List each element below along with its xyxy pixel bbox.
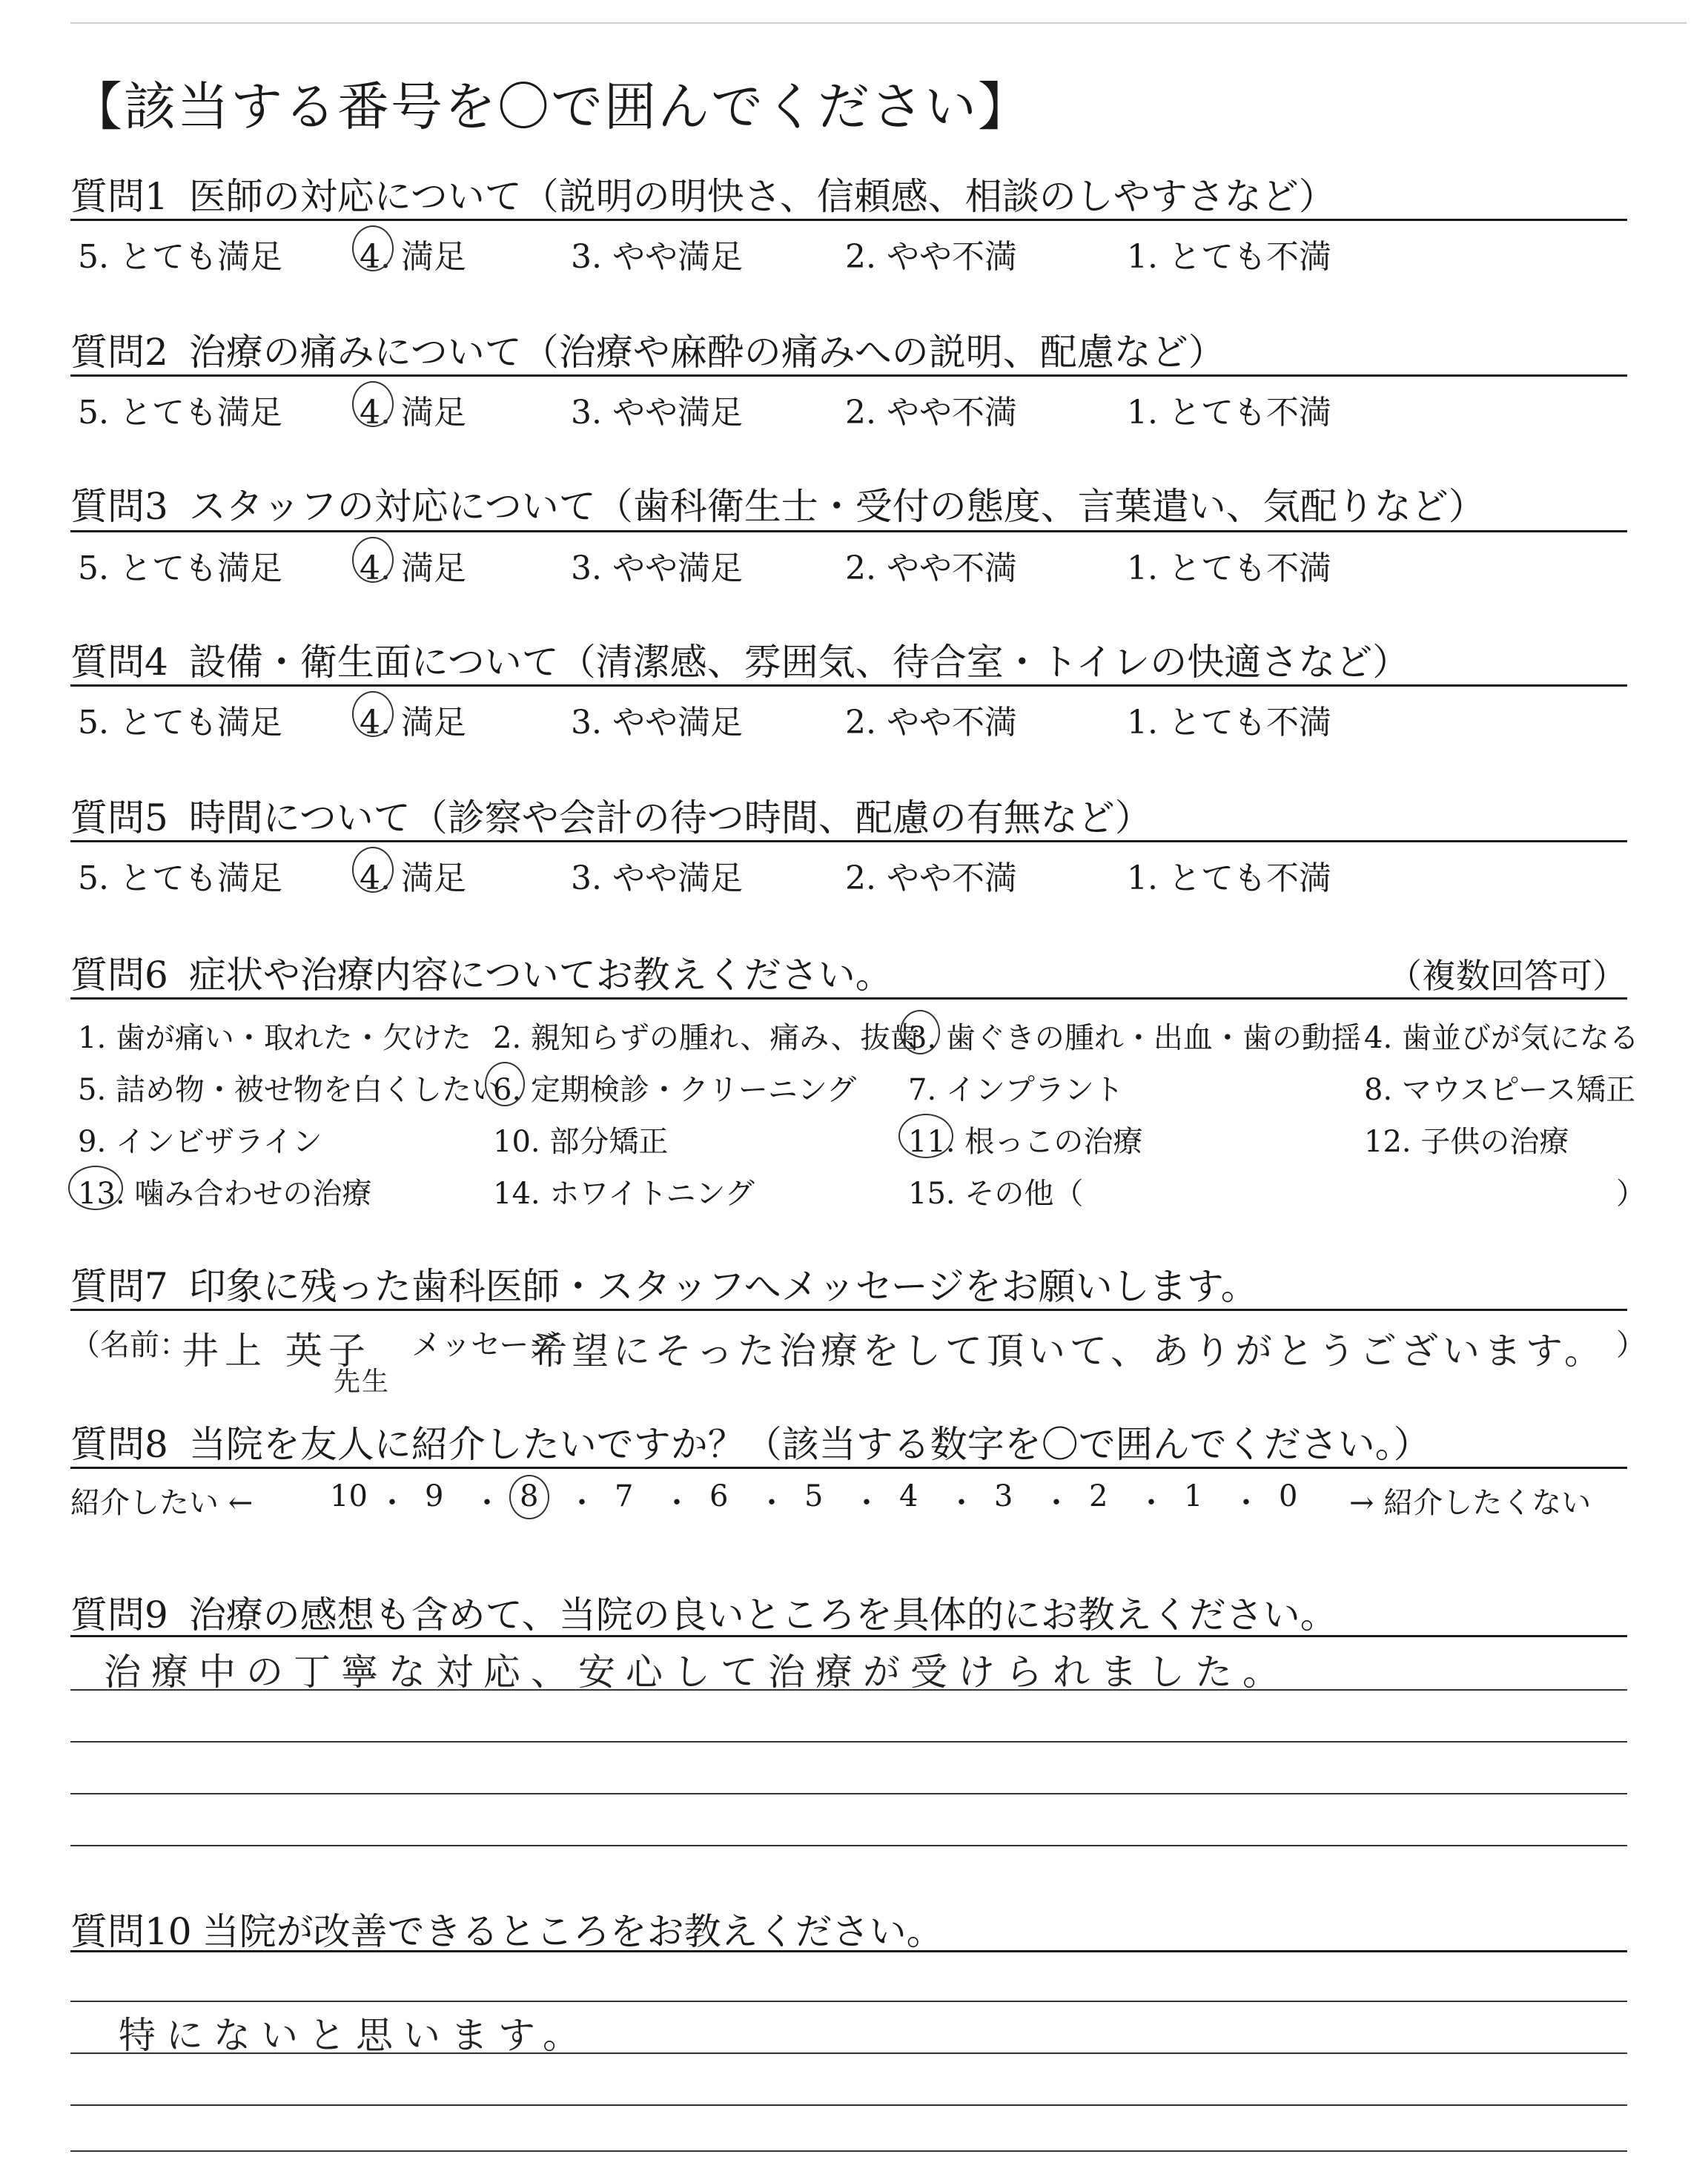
q6-option-8[interactable]: 8. マウスピース矯正 — [1364, 1073, 1636, 1107]
question-3-title — [70, 477, 1486, 530]
q6-option-2[interactable]: 2. 親知らずの腫れ、痛み、抜歯 — [493, 1021, 920, 1055]
q9-handwritten-answer[interactable]: 治療中の丁寧な対応、安心して治療が受けられました。 — [104, 1651, 1290, 1694]
q6-option-10[interactable]: 10. 部分矯正 — [493, 1125, 669, 1159]
scale-separator-dot: ・ — [1136, 1486, 1166, 1520]
scale-value-3[interactable]: 3 — [994, 1479, 1013, 1513]
question-6-rule — [70, 997, 1627, 1000]
question-8-title — [70, 1415, 1431, 1468]
option-somewhat-satisfied[interactable]: 3. やや満足 — [571, 704, 743, 742]
q10-handwritten-answer[interactable]: 特にないと思います。 — [119, 2014, 590, 2057]
question-10-title — [70, 1902, 944, 1955]
q6-option-11-selected[interactable]: 11. 根っこの治療 — [908, 1125, 1143, 1159]
scale-separator-dot: ・ — [662, 1486, 692, 1520]
answer-line — [70, 2150, 1627, 2152]
message-label: メッセージ — [411, 1328, 558, 1362]
q6-option-15-close-paren: ） — [1616, 1177, 1646, 1211]
question-4-text: 設備・衛生面について（清潔感、雰囲気、待合室・トイレの快適さなど） — [188, 641, 1410, 684]
q6-option-6-selected[interactable]: 6. 定期検診・クリーニング — [493, 1073, 857, 1107]
scale-separator-dot: ・ — [567, 1486, 597, 1520]
scale-value-10[interactable]: 10 — [330, 1479, 368, 1513]
option-very-dissatisfied[interactable]: 1. とても不満 — [1127, 549, 1331, 587]
q6-option-14[interactable]: 14. ホワイトニング — [493, 1177, 755, 1211]
scale-value-7[interactable]: 7 — [615, 1479, 634, 1513]
scale-separator-dot: ・ — [377, 1486, 407, 1520]
selection-circle — [898, 1114, 953, 1158]
message-close-paren: ） — [1616, 1328, 1646, 1362]
question-5-number: 質問5 — [70, 796, 168, 839]
page-title: 【該当する番号を〇で囲んでください】 — [70, 76, 1031, 137]
scale-value-4[interactable]: 4 — [899, 1479, 918, 1513]
option-very-dissatisfied[interactable]: 1. とても不満 — [1127, 394, 1331, 432]
q6-option-4[interactable]: 4. 歯並びが気になる — [1364, 1021, 1639, 1055]
answer-line — [70, 1793, 1627, 1794]
option-very-dissatisfied[interactable]: 1. とても不満 — [1127, 704, 1331, 742]
q6-option-3-selected[interactable]: 3. 歯ぐきの腫れ・出血・歯の動揺 — [908, 1021, 1361, 1055]
option-very-dissatisfied[interactable]: 1. とても不満 — [1127, 238, 1331, 276]
q6-option-5[interactable]: 5. 詰め物・被せ物を白くしたい — [78, 1073, 501, 1107]
question-7-number: 質問7 — [70, 1265, 168, 1308]
scale-value-1[interactable]: 1 — [1184, 1479, 1203, 1513]
answer-line — [70, 2104, 1627, 2106]
question-4-title — [70, 633, 1409, 686]
question-5-title — [70, 788, 1152, 842]
question-4-rule — [70, 684, 1627, 687]
scale-value-8[interactable]: 8 — [520, 1479, 539, 1513]
option-satisfied-selected[interactable]: 4. 満足 — [360, 851, 466, 899]
option-very-satisfied[interactable]: 5. とても満足 — [78, 704, 282, 742]
option-very-satisfied[interactable]: 5. とても満足 — [78, 238, 282, 276]
page-top-edge — [70, 22, 1687, 24]
question-1-title — [70, 167, 1336, 220]
scale-value-0[interactable]: 0 — [1279, 1479, 1298, 1513]
q6-option-9[interactable]: 9. インビザライン — [78, 1125, 322, 1159]
question-3-number: 質問3 — [70, 485, 168, 528]
question-2-text: 治療の痛みについて（治療や麻酔の痛みへの説明、配慮など） — [188, 331, 1225, 374]
question-3-text: スタッフの対応について（歯科衛生士・受付の態度、言葉遣い、気配りなど） — [188, 485, 1486, 528]
recommend-right-label: → 紹介したくない — [1349, 1486, 1592, 1520]
option-satisfied-selected[interactable]: 4. 満足 — [360, 230, 466, 277]
name-label: （名前： — [70, 1328, 189, 1362]
question-9-number: 質問9 — [70, 1593, 168, 1636]
question-1-text: 医師の対応について（説明の明快さ、信頼感、相談のしやすさなど） — [188, 175, 1336, 218]
answer-line — [70, 1845, 1627, 1846]
question-2-number: 質問2 — [70, 331, 168, 374]
question-8-rule — [70, 1467, 1627, 1469]
answer-line — [70, 2052, 1627, 2054]
scale-value-6[interactable]: 6 — [709, 1479, 729, 1513]
scale-separator-dot: ・ — [472, 1486, 502, 1520]
scale-separator-dot: ・ — [947, 1486, 976, 1520]
question-6-title — [70, 945, 893, 999]
question-7-rule — [70, 1309, 1627, 1311]
question-9-rule — [70, 1635, 1627, 1637]
option-satisfied-selected[interactable]: 4. 満足 — [360, 696, 466, 743]
question-1-rule — [70, 219, 1627, 221]
answer-line — [70, 1741, 1627, 1743]
option-somewhat-satisfied[interactable]: 3. やや満足 — [571, 549, 743, 587]
option-somewhat-satisfied[interactable]: 3. やや満足 — [571, 394, 743, 432]
question-10-text: 当院が改善できるところをお教えください。 — [202, 1910, 944, 1953]
handwritten-name[interactable]: 井上 英子 — [182, 1330, 371, 1373]
q6-option-1[interactable]: 1. 歯が痛い・取れた・欠けた — [78, 1021, 471, 1055]
multiple-answers-note: （複数回答可） — [1388, 956, 1626, 996]
option-somewhat-dissatisfied[interactable]: 2. やや不満 — [845, 238, 1017, 276]
question-1-number: 質問1 — [70, 175, 168, 218]
option-somewhat-dissatisfied[interactable]: 2. やや不満 — [845, 704, 1017, 742]
question-9-title — [70, 1585, 1337, 1639]
selection-circle — [68, 1166, 123, 1210]
scale-value-9[interactable]: 9 — [425, 1479, 444, 1513]
answer-line — [70, 2001, 1627, 2002]
option-very-satisfied[interactable]: 5. とても満足 — [78, 859, 282, 897]
option-satisfied-selected[interactable]: 4. 満足 — [360, 386, 466, 433]
option-somewhat-satisfied[interactable]: 3. やや満足 — [571, 859, 743, 897]
scale-separator-dot: ・ — [1042, 1486, 1071, 1520]
question-5-rule — [70, 840, 1627, 842]
question-7-text: 印象に残った歯科医師・スタッフへメッセージをお願いします。 — [188, 1265, 1258, 1308]
scale-separator-dot: ・ — [1231, 1486, 1261, 1520]
scale-separator-dot: ・ — [852, 1486, 881, 1520]
option-somewhat-satisfied[interactable]: 3. やや満足 — [571, 238, 743, 276]
scale-separator-dot: ・ — [757, 1486, 787, 1520]
q6-option-7[interactable]: 7. インプラント — [908, 1073, 1124, 1107]
question-3-rule — [70, 530, 1627, 532]
question-10-rule — [70, 1950, 1627, 1952]
option-somewhat-dissatisfied[interactable]: 2. やや不満 — [845, 394, 1017, 432]
option-very-satisfied[interactable]: 5. とても満足 — [78, 549, 282, 587]
q6-option-13-selected[interactable]: 13. 噛み合わせの治療 — [78, 1177, 372, 1211]
question-10-number: 質問10 — [70, 1910, 192, 1953]
q6-option-12[interactable]: 12. 子供の治療 — [1364, 1125, 1569, 1159]
option-very-dissatisfied[interactable]: 1. とても不満 — [1127, 859, 1331, 897]
question-9-text: 治療の感想も含めて、当院の良いところを具体的にお教えください。 — [188, 1593, 1337, 1636]
question-5-text: 時間について（診察や会計の待つ時間、配慮の有無など） — [188, 796, 1152, 839]
question-8-number: 質問8 — [70, 1423, 168, 1466]
q6-option-15-other[interactable]: 15. その他（ — [908, 1177, 1084, 1211]
answer-line — [70, 1689, 1627, 1691]
recommend-left-label: 紹介したい ← — [70, 1486, 254, 1520]
option-very-satisfied[interactable]: 5. とても満足 — [78, 394, 282, 432]
question-7-title — [70, 1257, 1258, 1310]
selection-circle — [509, 1475, 549, 1519]
selection-circle — [900, 1010, 940, 1054]
question-8-text: 当院を友人に紹介したいですか？（該当する数字を〇で囲んでください。） — [188, 1423, 1431, 1466]
option-satisfied-selected[interactable]: 4. 満足 — [360, 541, 466, 589]
option-somewhat-dissatisfied[interactable]: 2. やや不満 — [845, 859, 1017, 897]
scale-value-2[interactable]: 2 — [1089, 1479, 1108, 1513]
question-6-text: 症状や治療内容についてお教えください。 — [188, 954, 893, 997]
question-2-title — [70, 323, 1225, 376]
handwritten-message[interactable]: 希望にそった治療をして頂いて、ありがとうございます。 — [530, 1330, 1606, 1373]
question-6-number: 質問6 — [70, 954, 168, 997]
question-2-rule — [70, 374, 1627, 377]
handwritten-name-suffix: 先生 — [334, 1367, 391, 1397]
selection-circle — [485, 1062, 525, 1106]
question-4-number: 質問4 — [70, 641, 168, 684]
option-somewhat-dissatisfied[interactable]: 2. やや不満 — [845, 549, 1017, 587]
scale-value-5[interactable]: 5 — [804, 1479, 824, 1513]
